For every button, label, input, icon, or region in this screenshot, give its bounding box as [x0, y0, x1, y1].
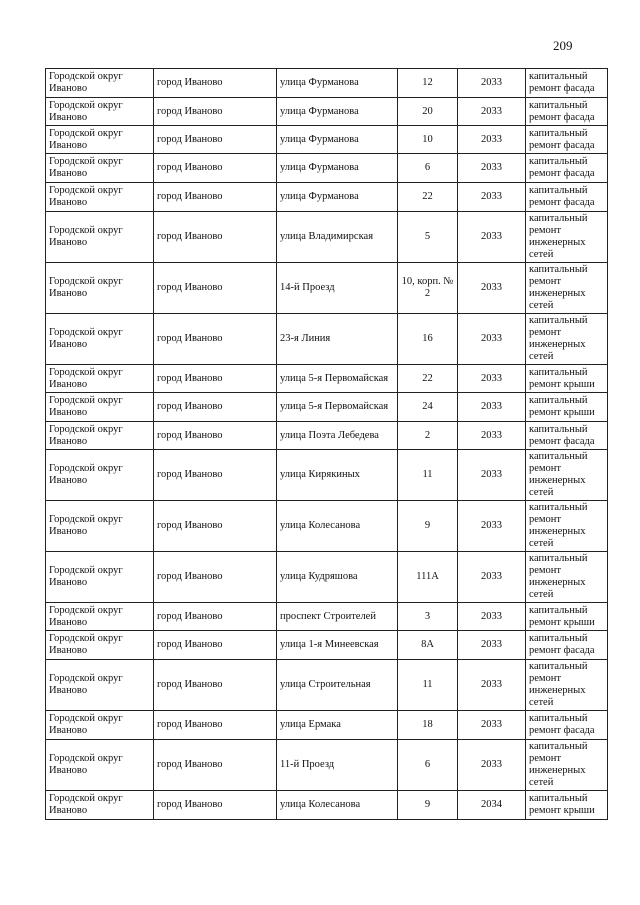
street-cell: 14-й Проезд — [277, 263, 398, 314]
city-cell: город Иваново — [154, 422, 277, 450]
street-cell: 11-й Проезд — [277, 740, 398, 791]
district-cell: Городской округ Иваново — [46, 631, 154, 660]
year-cell: 2033 — [458, 98, 526, 126]
house-number-cell: 10 — [398, 126, 458, 154]
city-cell: город Иваново — [154, 711, 277, 740]
street-cell: улица Колесанова — [277, 501, 398, 552]
city-cell: город Иваново — [154, 450, 277, 501]
work-type-cell: капитальный ремонт крыши — [526, 791, 608, 820]
table-row — [46, 126, 608, 154]
house-number-cell: 12 — [398, 69, 458, 98]
work-type-cell: капитальный ремонт фасада — [526, 126, 608, 154]
house-number-cell: 11 — [398, 660, 458, 711]
street-cell: улица 1-я Минеевская — [277, 631, 398, 660]
street-cell: улица Фурманова — [277, 98, 398, 126]
year-cell: 2033 — [458, 154, 526, 183]
year-cell: 2033 — [458, 365, 526, 393]
table-row — [46, 263, 608, 314]
district-cell: Городской округ Иваново — [46, 183, 154, 212]
house-number-cell: 18 — [398, 711, 458, 740]
year-cell: 2033 — [458, 711, 526, 740]
city-cell: город Иваново — [154, 603, 277, 631]
year-cell: 2033 — [458, 314, 526, 365]
work-type-cell: капитальный ремонт инженерных сетей — [526, 501, 608, 552]
house-number-cell: 10, корп. № 2 — [398, 263, 458, 314]
work-type-cell: капитальный ремонт инженерных сетей — [526, 212, 608, 263]
house-number-cell: 22 — [398, 365, 458, 393]
district-cell: Городской округ Иваново — [46, 660, 154, 711]
work-type-cell: капитальный ремонт крыши — [526, 365, 608, 393]
district-cell: Городской округ Иваново — [46, 422, 154, 450]
table-row — [46, 552, 608, 603]
street-cell: улица Кирякиных — [277, 450, 398, 501]
table-row — [46, 212, 608, 263]
district-cell: Городской округ Иваново — [46, 69, 154, 98]
city-cell: город Иваново — [154, 126, 277, 154]
year-cell: 2033 — [458, 183, 526, 212]
district-cell: Городской округ Иваново — [46, 740, 154, 791]
year-cell: 2033 — [458, 740, 526, 791]
district-cell: Городской округ Иваново — [46, 501, 154, 552]
table-row — [46, 314, 608, 365]
year-cell: 2033 — [458, 603, 526, 631]
district-cell: Городской округ Иваново — [46, 212, 154, 263]
district-cell: Городской округ Иваново — [46, 365, 154, 393]
work-type-cell: капитальный ремонт инженерных сетей — [526, 552, 608, 603]
district-cell: Городской округ Иваново — [46, 791, 154, 820]
table-row — [46, 603, 608, 631]
district-cell: Городской округ Иваново — [46, 263, 154, 314]
street-cell: 23-я Линия — [277, 314, 398, 365]
district-cell: Городской округ Иваново — [46, 711, 154, 740]
year-cell: 2033 — [458, 501, 526, 552]
street-cell: улица Поэта Лебедева — [277, 422, 398, 450]
city-cell: город Иваново — [154, 393, 277, 422]
year-cell: 2034 — [458, 791, 526, 820]
work-type-cell: капитальный ремонт фасада — [526, 711, 608, 740]
house-number-cell: 8А — [398, 631, 458, 660]
house-number-cell: 24 — [398, 393, 458, 422]
table-row — [46, 69, 608, 98]
district-cell: Городской округ Иваново — [46, 98, 154, 126]
house-number-cell: 3 — [398, 603, 458, 631]
city-cell: город Иваново — [154, 365, 277, 393]
table-row — [46, 154, 608, 183]
work-type-cell: капитальный ремонт инженерных сетей — [526, 450, 608, 501]
city-cell: город Иваново — [154, 552, 277, 603]
street-cell: улица Фурманова — [277, 183, 398, 212]
table-row — [46, 711, 608, 740]
city-cell: город Иваново — [154, 263, 277, 314]
street-cell: проспект Строителей — [277, 603, 398, 631]
work-type-cell: капитальный ремонт фасада — [526, 98, 608, 126]
year-cell: 2033 — [458, 631, 526, 660]
street-cell: улица Фурманова — [277, 126, 398, 154]
street-cell: улица 5-я Первомайская — [277, 365, 398, 393]
work-type-cell: капитальный ремонт крыши — [526, 603, 608, 631]
work-type-cell: капитальный ремонт инженерных сетей — [526, 263, 608, 314]
year-cell: 2033 — [458, 263, 526, 314]
district-cell: Городской округ Иваново — [46, 603, 154, 631]
street-cell: улица Фурманова — [277, 69, 398, 98]
work-type-cell: капитальный ремонт инженерных сетей — [526, 740, 608, 791]
table-body — [46, 69, 608, 820]
street-cell: улица Колесанова — [277, 791, 398, 820]
city-cell: город Иваново — [154, 314, 277, 365]
street-cell: улица 5-я Первомайская — [277, 393, 398, 422]
table-row — [46, 631, 608, 660]
year-cell: 2033 — [458, 212, 526, 263]
city-cell: город Иваново — [154, 660, 277, 711]
table-row — [46, 393, 608, 422]
city-cell: город Иваново — [154, 740, 277, 791]
street-cell: улица Фурманова — [277, 154, 398, 183]
work-type-cell: капитальный ремонт инженерных сетей — [526, 314, 608, 365]
table-row — [46, 365, 608, 393]
city-cell: город Иваново — [154, 791, 277, 820]
year-cell: 2033 — [458, 450, 526, 501]
year-cell: 2033 — [458, 552, 526, 603]
table-row — [46, 183, 608, 212]
year-cell: 2033 — [458, 126, 526, 154]
house-number-cell: 22 — [398, 183, 458, 212]
table-row — [46, 450, 608, 501]
table-row — [46, 791, 608, 820]
house-number-cell: 16 — [398, 314, 458, 365]
house-number-cell: 6 — [398, 740, 458, 791]
table-row — [46, 501, 608, 552]
work-type-cell: капитальный ремонт инженерных сетей — [526, 660, 608, 711]
table-row — [46, 740, 608, 791]
work-type-cell: капитальный ремонт фасада — [526, 422, 608, 450]
city-cell: город Иваново — [154, 154, 277, 183]
district-cell: Городской округ Иваново — [46, 126, 154, 154]
page-number: 209 — [553, 38, 573, 53]
city-cell: город Иваново — [154, 212, 277, 263]
street-cell: улица Строительная — [277, 660, 398, 711]
year-cell: 2033 — [458, 660, 526, 711]
city-cell: город Иваново — [154, 631, 277, 660]
house-number-cell: 6 — [398, 154, 458, 183]
house-number-cell: 9 — [398, 501, 458, 552]
city-cell: город Иваново — [154, 69, 277, 98]
work-type-cell: капитальный ремонт фасада — [526, 183, 608, 212]
house-number-cell: 2 — [398, 422, 458, 450]
district-cell: Городской округ Иваново — [46, 154, 154, 183]
year-cell: 2033 — [458, 422, 526, 450]
street-cell: улица Ермака — [277, 711, 398, 740]
house-number-cell: 5 — [398, 212, 458, 263]
district-cell: Городской округ Иваново — [46, 450, 154, 501]
year-cell: 2033 — [458, 393, 526, 422]
work-type-cell: капитальный ремонт фасада — [526, 631, 608, 660]
street-cell: улица Владимирская — [277, 212, 398, 263]
house-number-cell: 20 — [398, 98, 458, 126]
city-cell: город Иваново — [154, 98, 277, 126]
street-cell: улица Кудряшова — [277, 552, 398, 603]
city-cell: город Иваново — [154, 501, 277, 552]
district-cell: Городской округ Иваново — [46, 314, 154, 365]
district-cell: Городской округ Иваново — [46, 552, 154, 603]
table-row — [46, 660, 608, 711]
house-number-cell: 11 — [398, 450, 458, 501]
work-type-cell: капитальный ремонт крыши — [526, 393, 608, 422]
house-number-cell: 9 — [398, 791, 458, 820]
year-cell: 2033 — [458, 69, 526, 98]
district-cell: Городской округ Иваново — [46, 393, 154, 422]
repair-schedule-table — [45, 68, 608, 820]
table-row — [46, 422, 608, 450]
house-number-cell: 111А — [398, 552, 458, 603]
work-type-cell: капитальный ремонт фасада — [526, 154, 608, 183]
work-type-cell: капитальный ремонт фасада — [526, 69, 608, 98]
city-cell: город Иваново — [154, 183, 277, 212]
table-row — [46, 98, 608, 126]
